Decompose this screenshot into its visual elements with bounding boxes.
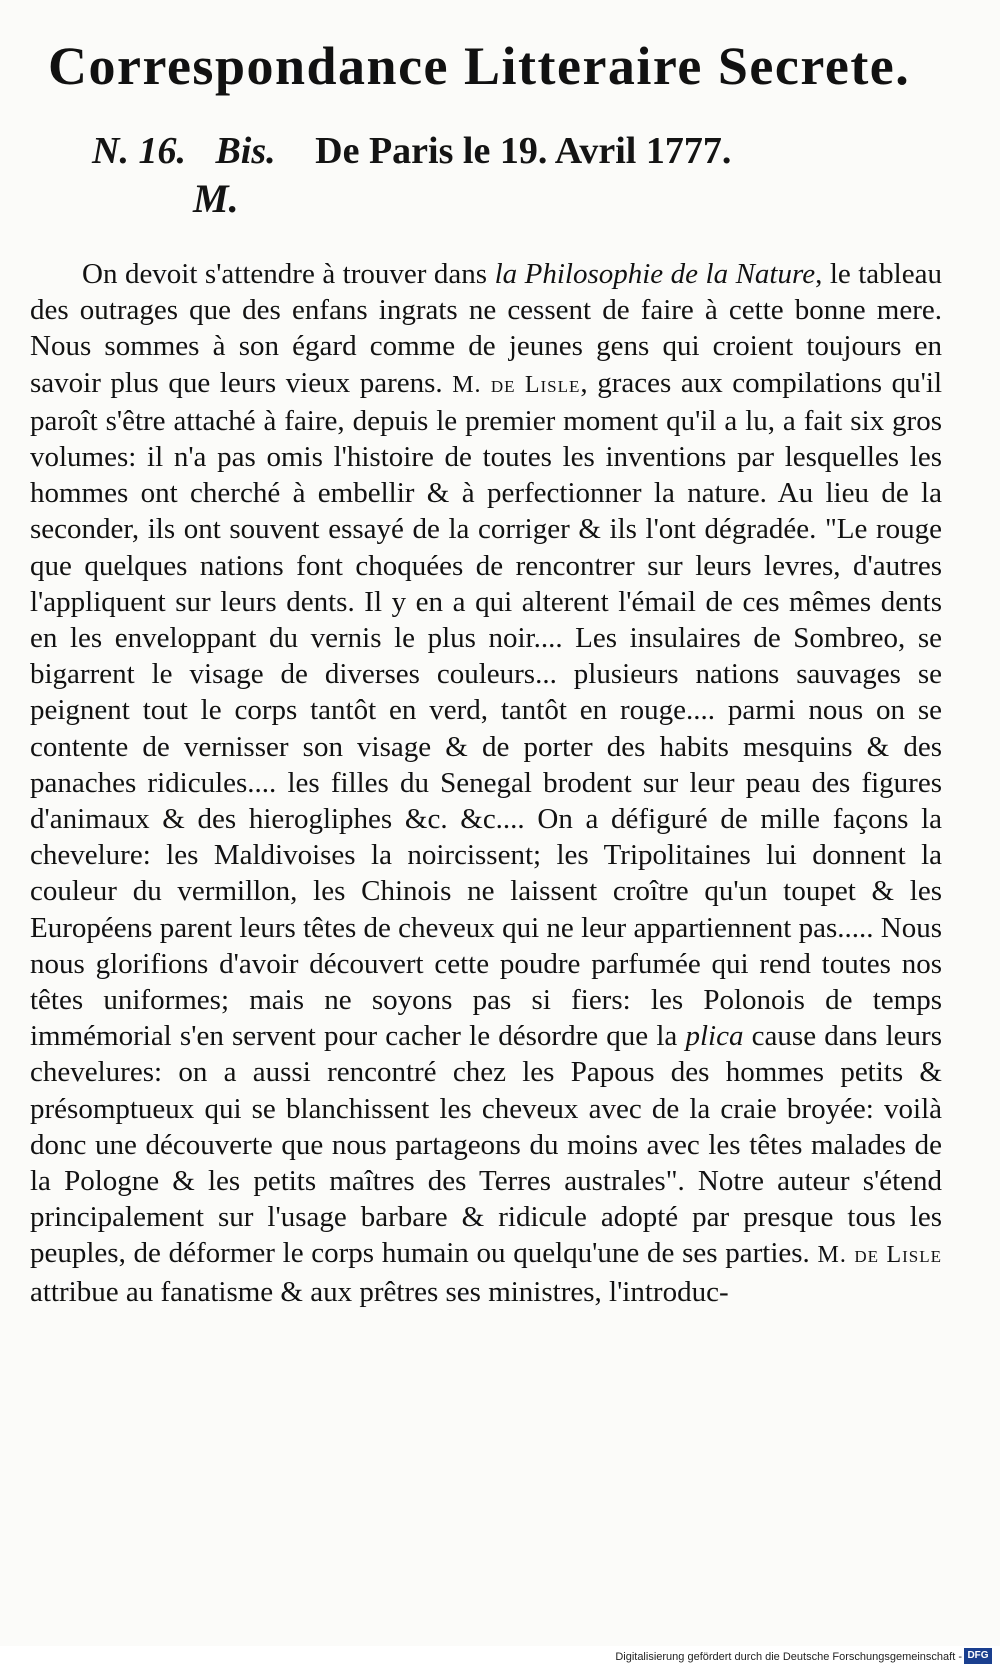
book-title: la Philosophie de la Nature	[494, 258, 816, 290]
issue-number: N. 16.	[92, 130, 186, 172]
body-text-d: cause dans leurs chevelures: on a aussi rencontré chez les Papous des hommes petits & présomptueux qui se blanchissent les cheveux avec de la craie broyée: voilà donc une découverte que nous partageons du moins avec les têtes malades de la Pologne & les petits maîtres des Terres australes". Notre auteur s'étend principalement sur l'usage barbare & ridicule adopté par presque tous les peuples, de déformer le corps humain ou quelqu'une de ses parties.	[30, 1020, 942, 1270]
body-text-b: , le tableau des outrages que des enfans ingrats ne cessent de faire à cette bonne mere. Nous sommes à son égard comme de jeunes gens qui croient toujours en savoir plus que leurs vieux parens.	[30, 258, 942, 399]
author-name: M. de Lisle	[452, 371, 581, 398]
body-text-e: attribue au fanatisme & aux prêtres ses ministres, l'introduc-	[30, 1275, 729, 1308]
dateline	[92, 128, 952, 174]
salutation: M.	[193, 176, 239, 221]
author-name-2: M. de Lisle	[817, 1242, 942, 1269]
body-text-c: , graces aux compilations qu'il paroît s'être attaché à faire, depuis le premier moment qu'il a lu, a fait six gros volumes: il n'a pas omis l'histoire de toutes les inventions par lesquelles les hommes ont cherché à embellir & à perfectionner la nature. Au lieu de la seconder, ils ont souvent essayé de la corriger & ils l'ont dégradée. "Le rouge que quelques nations font choquées de rencontrer sur leurs levres, d'autres l'appliquent sur leurs dents. Il y en a qui alterent l'émail de ces mêmes dents en les enveloppant du vernis le plus noir.... Les insulaires de Sombreo, se bigarrent le visage de diverses couleurs... plusieurs nations sauvages se peignent tout le corps tantôt en verd, tantôt en rouge.... parmi nous on se contente de vernisser son visage & de porter des habits mesquins & des panaches ridicules.... les filles du Senegal brodent sur leur peau des figures d'animaux & des hierogliphes &c. &c.... On a défiguré de mille façons la chevelure: les Maldivoises la noircissent; les Tripolitaines lui donnent la couleur du vermillon, les Chinois ne laissent croître qu'un toupet & les Européens parent leurs têtes de cheveux qui ne leur appartiennent pas..... Nous nous glorifions d'avoir découvert cette poudre parfumée qui rend toutes nos têtes uniformes; mais ne soyons pas si fiers: les Polonois de temps immémorial s'en servent pour cacher le désordre que la	[30, 366, 942, 1053]
plica-term: plica	[685, 1020, 744, 1053]
issue-bis: Bis.	[215, 130, 276, 172]
place-date: De Paris le 19. Avril 1777.	[315, 130, 732, 172]
article-body	[30, 256, 942, 1581]
digitization-credit: Digitalisierung gefördert durch die Deutsche Forschungsgemeinschaft -	[615, 1651, 962, 1663]
dfg-logo: DFG	[964, 1648, 992, 1664]
publication-title: Correspondance Litteraire Secrete.	[48, 36, 911, 96]
body-text-a: On devoit s'attendre à trouver dans	[82, 258, 495, 290]
